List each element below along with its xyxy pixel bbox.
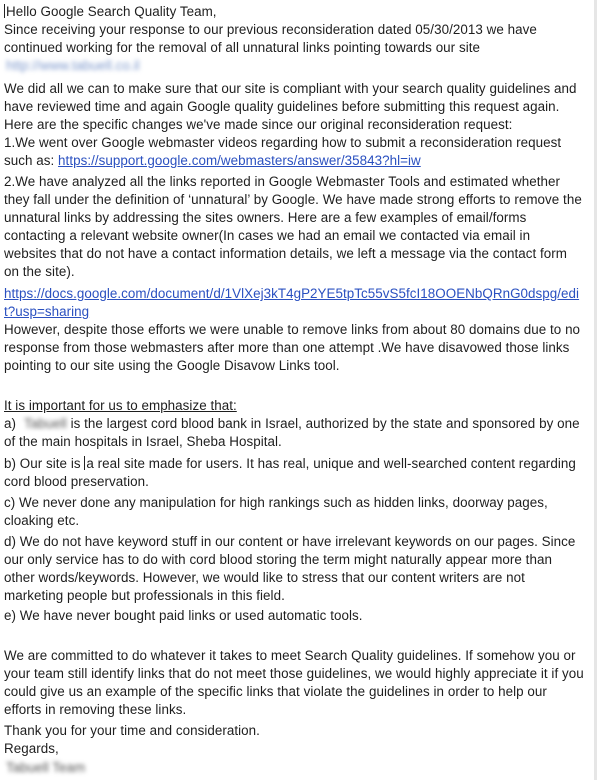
support-link[interactable]: https://support.google.com/webmasters/answer/35843?hl=iw [58, 153, 421, 168]
greeting: Hello Google Search Quality Team, [6, 4, 217, 19]
point-a-line: of the main hospitals in Israel, Sheba Hospital. [4, 434, 282, 449]
redacted-company-name: Tabuell [24, 416, 67, 431]
point2-line: unnatural links by addressing the sites owners. Here are a few examples of email/forms [4, 210, 527, 225]
point-b-line: b) Our site is a real site made for users. It has real, unique and well-searched content regarding [4, 456, 576, 471]
body-line: Here are the specific changes we've made since our original reconsideration request: [4, 117, 513, 132]
point-c-line: c) We never done any manipulation for high rankings such as hidden links, doorway pages, [4, 495, 548, 510]
redacted-signature: Tabuell Team [6, 760, 86, 775]
point-b-line: cord blood preservation. [4, 474, 149, 489]
closing-line: could give us an example of the specific links that violate the guidelines in order to help our [4, 684, 547, 699]
closing-line: We are committed to do whatever it takes to meet Search Quality guidelines. If somehow you or [4, 648, 576, 663]
point-d-line: our only service has to do with cord blood storing the term might naturally appear more than [4, 552, 552, 567]
point-e-line: e) We have never bought paid links or used automatic tools. [4, 608, 363, 623]
intro-line: Since receiving your response to our previous reconsideration dated 05/30/2013 we have [4, 22, 537, 37]
redacted-site-url: http://www.tabuell.co.il [6, 58, 140, 73]
emphasize-heading: It is important for us to emphasize that: [4, 398, 237, 413]
however-line: However, despite those efforts we were unable to remove links from about 80 domains due to no [4, 322, 581, 337]
body-line: have reviewed time and again Google quality guidelines before submitting this request again. [4, 99, 560, 114]
docs-link[interactable]: https://docs.google.com/document/d/1VlXej3kT4gP2YE5tpTc55vS5fcI18OOENbQRnG0dspg/edi [4, 286, 580, 301]
point2-line: they fall under the definition of ‘unnatural’ by Google. We have made strong efforts to remove the [4, 192, 582, 207]
point-d-line: d) We do not have keyword stuff in our content or have irrelevant keywords on our pages. Since [4, 534, 576, 549]
text-cursor [4, 4, 5, 18]
closing-line: Thank you for your time and consideration. [4, 723, 260, 738]
point2-line: contacting a relevant website owner(In cases we had an email we contacted via email in [4, 228, 531, 243]
closing-line: efforts in removing these links. [4, 702, 187, 717]
closing-line: your team still identify links that do not meet those guidelines, we would highly appreciate it if you [4, 666, 584, 681]
regards-line: Regards, [4, 741, 59, 756]
docs-link-continued[interactable]: t?usp=sharing [4, 304, 90, 319]
point-c-line: cloaking etc. [4, 513, 80, 528]
intro-line: continued working for the removal of all unnatural links pointing towards our site [4, 40, 481, 55]
such-as-line: such as: https://support.google.com/webmasters/answer/35843?hl=iw [4, 153, 421, 168]
body-line: We did all we can to make sure that our site is compliant with your search quality guidelines and [4, 81, 577, 96]
however-line: pointing to our site using the Google Disavow Links tool. [4, 358, 340, 373]
point2-line: websites that do not have a contact information details, we left a message via the contact form [4, 246, 567, 261]
point-d-line: other words/keywords. However, we would like to stress that our content writers are not [4, 570, 525, 585]
body-line: 1.We went over Google webmaster videos regarding how to submit a reconsideration request [4, 135, 562, 150]
point2-line: 2.We have analyzed all the links reported in Google Webmaster Tools and estimated whether [4, 174, 561, 189]
point-d-line: marketing people but professionals in this field. [4, 588, 285, 603]
however-line: response from those webmasters after more than one attempt .We have disavowed those links [4, 340, 570, 355]
point2-line: on the site). [4, 264, 75, 279]
point-a-line: a) Tabuell is the largest cord blood bank in Israel, authorized by the state and sponsored by one [4, 416, 580, 431]
